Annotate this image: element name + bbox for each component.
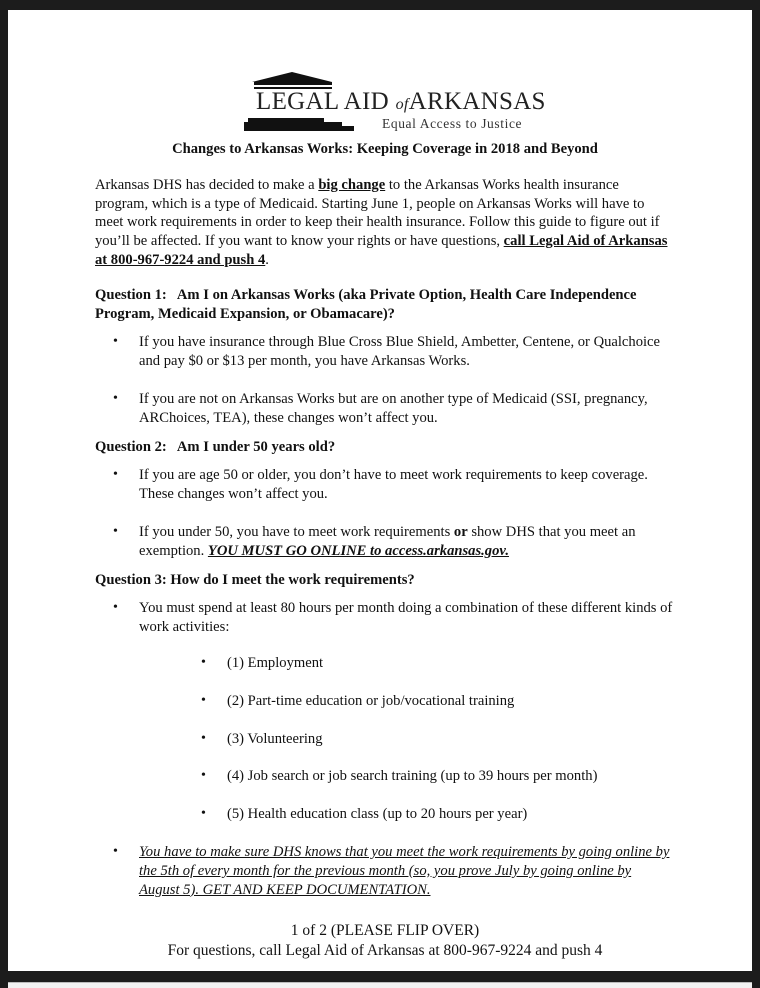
document-body bbox=[95, 140, 675, 961]
list-item: • If you are not on Arkansas Works but are on another type of Medicaid (SSI, pregnancy, ARChoices, TEA), these changes won’t affect you. bbox=[95, 390, 675, 428]
activity-item: • (2) Part-time education or job/vocational training bbox=[183, 692, 675, 711]
list-item: • If you under 50, you have to meet work requirements or show DHS that you meet an exemption. YOU MUST GO ONLINE to access.arkansas.gov. bbox=[95, 523, 675, 561]
next-page-edge bbox=[8, 982, 752, 988]
question-2-bullets bbox=[95, 466, 675, 560]
list-item: • If you have insurance through Blue Cross Blue Shield, Ambetter, Centene, or Qualchoice and pay $0 or $13 per month, you have Arkansas Works. bbox=[95, 333, 675, 371]
logo-name: LEGAL AID ofARKANSAS bbox=[256, 88, 546, 115]
activities-list bbox=[183, 654, 675, 824]
question-2-heading: Question 2: Am I under 50 years old? bbox=[95, 438, 336, 455]
phone-emphasis: call Legal Aid of Arkansas at 800-967-9224 and push 4 bbox=[95, 233, 668, 268]
document-page bbox=[8, 10, 752, 971]
question-3-heading: Question 3: How do I meet the work requirements? bbox=[95, 571, 415, 588]
list-item: • If you are age 50 or older, you don’t have to meet work requirements to keep coverage. These changes won’t affect you. bbox=[95, 466, 675, 504]
list-item: • You have to make sure DHS knows that you meet the work requirements by going online by the 5th of every month for the previous month (so, you prove July by going online by August 5). GET AND KEEP DOCUMENTATION. bbox=[95, 843, 675, 899]
question-1-bullets bbox=[95, 333, 675, 427]
contact-line: For questions, call Legal Aid of Arkansas at 800-967-9224 and push 4 bbox=[167, 942, 603, 960]
big-change-emphasis: big change bbox=[318, 176, 386, 193]
page-footer bbox=[95, 921, 675, 961]
activity-item: • (4) Job search or job search training (up to 39 hours per month) bbox=[183, 767, 675, 786]
intro-paragraph: Arkansas DHS has decided to make a big change to the Arkansas Works health insurance program, which is a type of Medicaid. Starting June 1, people on Arkansas Works will have to meet work requirements in order to keep their health insurance. Follow this guide to figure out if you’ll be affected. If you want to know your rights or have questions, call Legal Aid of Arkansas at 800-967-9224 and push 4. bbox=[95, 176, 668, 268]
activity-item: • (5) Health education class (up to 20 hours per year) bbox=[183, 805, 675, 824]
activity-item: • (1) Employment bbox=[183, 654, 675, 673]
list-item: • You must spend at least 80 hours per month doing a combination of these different kinds of work activities: • (1) Employment • (2) Part-time education or job/vocational training • (3) Volunteering • (4) Job search or job search training (up to 39 hours per month) • (5) Health education class (up to 20 hours per year) bbox=[95, 599, 675, 824]
logo-tagline: Equal Access to Justice bbox=[382, 116, 523, 131]
question-3-bullets bbox=[95, 599, 675, 899]
page-number: 1 of 2 (PLEASE FLIP OVER) bbox=[290, 922, 480, 940]
online-link[interactable]: YOU MUST GO ONLINE to access.arkansas.gov. bbox=[207, 542, 509, 559]
activity-item: • (3) Volunteering bbox=[183, 730, 675, 749]
document-title: Changes to Arkansas Works: Keeping Coverage in 2018 and Beyond bbox=[172, 141, 598, 157]
question-1-heading: Question 1: Am I on Arkansas Works (aka Private Option, Health Care Independence Program, Medicaid Expansion, or Obamacare)? bbox=[95, 286, 641, 322]
legal-aid-logo bbox=[244, 60, 544, 136]
